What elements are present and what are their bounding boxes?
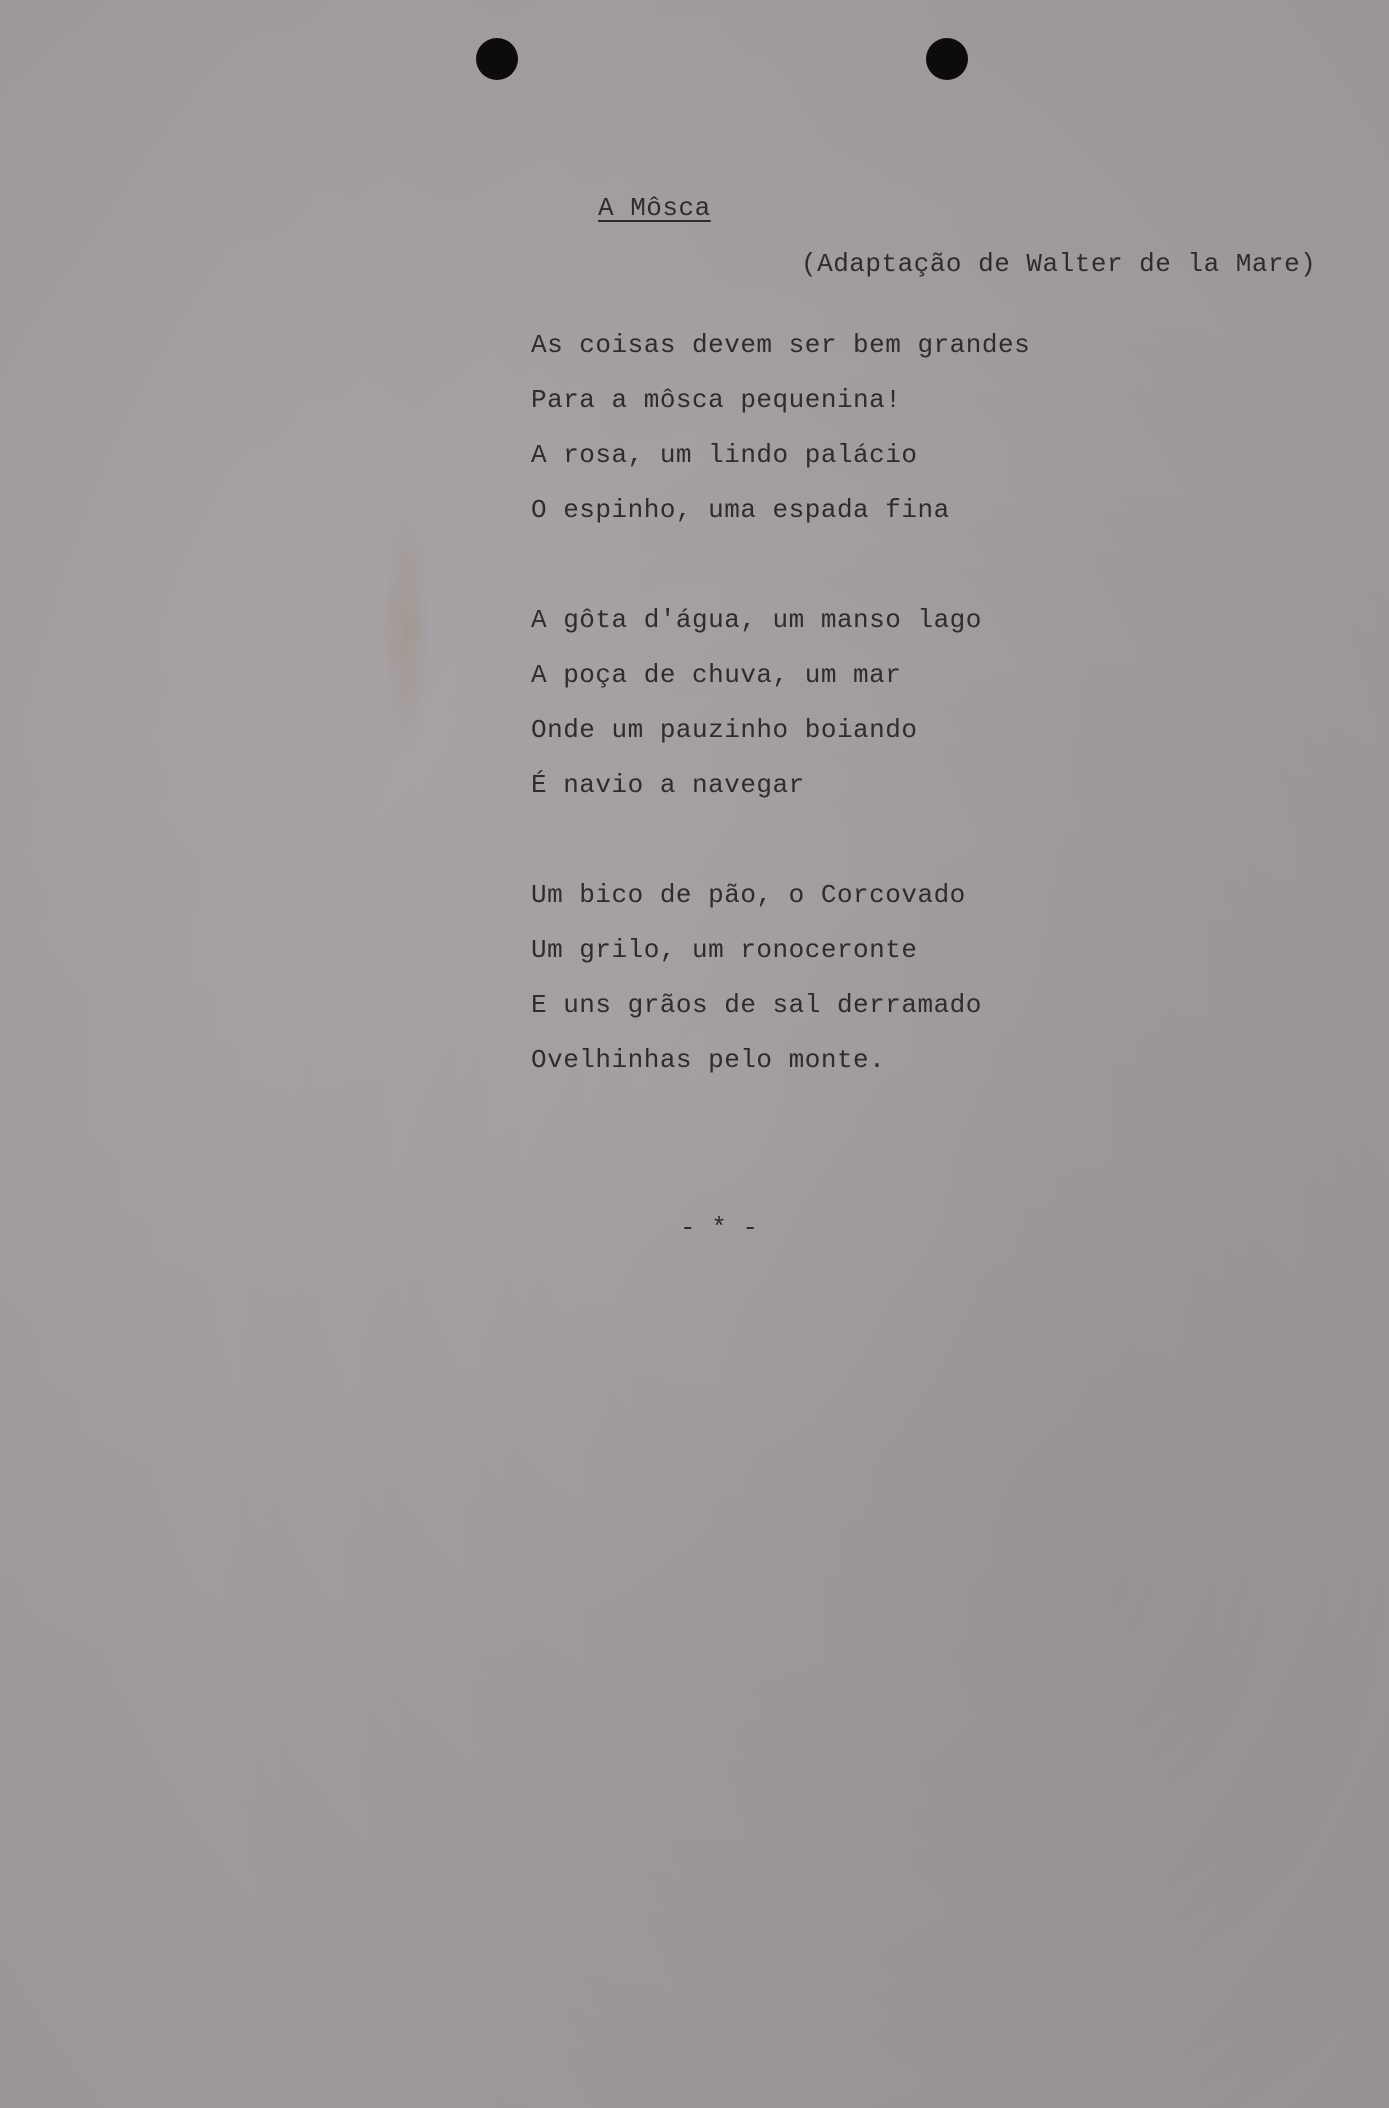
poem-line: Para a môsca pequenina! <box>531 385 902 415</box>
poem-line: O espinho, uma espada fina <box>531 495 950 525</box>
poem-line: As coisas devem ser bem grandes <box>531 330 1031 360</box>
poem-line: Ovelhinhas pelo monte. <box>531 1045 886 1075</box>
stanza-1 <box>531 330 1030 550</box>
poem-line: Onde um pauzinho boiando <box>531 715 918 745</box>
stanza-2 <box>531 605 1030 825</box>
poem-line: A rosa, um lindo palácio <box>531 440 918 470</box>
poem-body <box>531 330 1030 1155</box>
poem-line: E uns grãos de sal derramado <box>531 990 982 1020</box>
punch-hole-right <box>926 38 968 80</box>
poem-line: A gôta d'água, um manso lago <box>531 605 982 635</box>
punch-hole-left <box>476 38 518 80</box>
poem-attribution: (Adaptação de Walter de la Mare) <box>801 249 1317 279</box>
poem-title: A Môsca <box>598 193 711 223</box>
poem-line: Um bico de pão, o Corcovado <box>531 880 966 910</box>
poem-line: A poça de chuva, um mar <box>531 660 902 690</box>
stanza-3 <box>531 880 1030 1100</box>
poem-line: Um grilo, um ronoceronte <box>531 935 918 965</box>
paper-stain <box>382 500 432 760</box>
poem-line: É navio a navegar <box>531 770 805 800</box>
end-mark: - * - <box>680 1213 759 1243</box>
